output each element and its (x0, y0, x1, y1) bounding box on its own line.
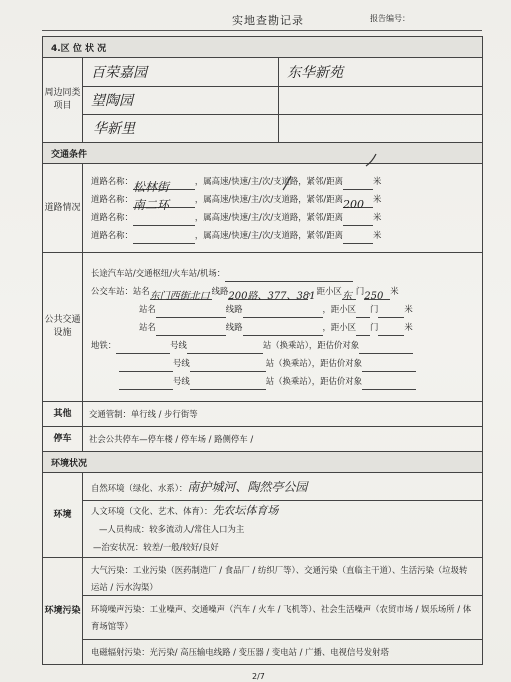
road-row: 道路名称： ，属高速/快速/主/次/支道路，紧邻/距离 米 (83, 226, 482, 244)
population-row: —人员构成：较多流动人/常住人口为主 (99, 523, 245, 534)
bus-row: 站名 线路 ，距小区 门 米 (83, 318, 482, 336)
cultural-environment-row: 人文环境（文化、艺术、体育）：先农坛体育场 (91, 503, 279, 517)
nearby-projects-label: 周边同类项目 (43, 58, 83, 143)
nearby-project-3: 望陶园 (91, 93, 133, 109)
check-mark (366, 154, 376, 166)
noise-pollution-row: 环境噪声污染：工业噪声、交通噪声（汽车 / 火车 / 飞机等）、社会生活噪声（农贸市场 / 娱乐场所 / 体育场馆等） (83, 596, 482, 640)
check-mark (283, 176, 291, 190)
pollution-label: 环境污染 (43, 558, 83, 665)
roads-label: 道路情况 (43, 164, 83, 253)
other-label: 其他 (43, 402, 83, 427)
subway-row: 号线 站（换乘站），距估价对象 (83, 354, 482, 372)
radiation-pollution-row: 电磁辐射污染：光污染/ 高压输电线路 / 变压器 / 变电站 / 广播、电视信号发射塔 (91, 647, 389, 657)
section-environment-title: 环境状况 (43, 452, 483, 473)
document-title: 实地查勘记录 (232, 14, 304, 27)
nearby-project-1: 百荣嘉园 (91, 65, 147, 81)
section-location-title: 4.区 位 状 况 (43, 37, 483, 58)
road-row: 道路名称：南二环 ，属高速/快速/主/次/支道路，紧邻/距离200 米 (91, 194, 382, 212)
environment-label: 环境 (43, 473, 83, 558)
bus-row: 站名 线路 ，距小区 门 米 (83, 300, 482, 318)
nearby-project-4: 华新里 (93, 121, 135, 137)
nearby-project-2: 东华新苑 (287, 65, 343, 81)
longdistance-row: 长途汽车站/交通枢纽/火车站/机场： (83, 264, 482, 282)
section-traffic-title: 交通条件 (43, 143, 483, 164)
subway-row: 地铁： 号线 站（换乘站），距估价对象 (83, 336, 482, 354)
transit-label: 公共交通设施 (43, 253, 83, 402)
road-row: 道路名称： ，属高速/快速/主/次/支道路，紧邻/距离 米 (83, 208, 482, 226)
traffic-control-text: 交通管制：单行线 / 步行街等 (83, 402, 483, 427)
security-row: —治安状况：较差/一般/较好/良好 (93, 541, 219, 552)
road-row: 道路名称：松林街 ，属高速/快速/主/次/支道路，紧邻/距离 米 (91, 176, 382, 194)
air-pollution-row: 大气污染：工业污染（医药制造厂 / 食品厂 / 纺织厂等）、交通污染（直临主干道）、生活污染（垃圾转运站 / 污水沟渠） (83, 558, 482, 596)
report-number-label: 报告编号： (370, 14, 410, 23)
bus-row: 公交车站：站名东门西街北口 线路200路、377、381，距小区东 门250 米 (91, 286, 399, 302)
natural-environment-row: 自然环境（绿化、水系）：南护城河、陶然亭公园 (83, 474, 482, 501)
parking-text: 社会公共停车—停车楼 / 停车场 / 路侧停车 / (83, 427, 483, 452)
parking-label: 停车 (43, 427, 83, 452)
page-number: 2/7 (252, 672, 265, 681)
subway-row: 号线 站（换乘站），距估价对象 (83, 372, 482, 390)
